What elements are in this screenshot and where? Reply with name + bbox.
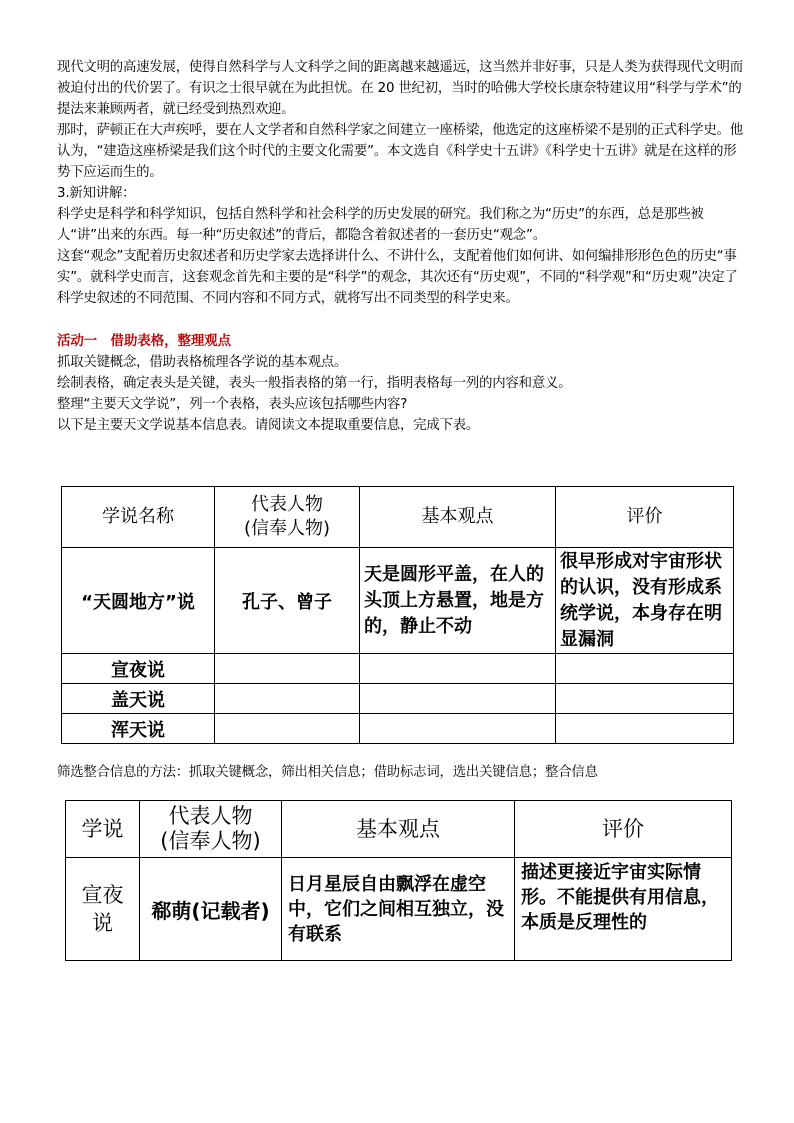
header-representative-line1: 代表人物 <box>251 494 323 515</box>
instruction-line-1: 抓取关键概念，借助表格梳理各学说的基本观点。 <box>57 355 348 370</box>
table-header-row <box>66 801 732 858</box>
representative-cell: 郗萌(记载者) <box>140 858 282 961</box>
astronomy-theories-table <box>61 486 734 744</box>
table-row <box>62 654 734 684</box>
header-theory: 学说 <box>66 801 140 858</box>
header-basic-view: 基本观点 <box>282 801 515 858</box>
theory-name-line2: 说 <box>92 911 113 935</box>
evaluation-cell: 很早形成对宇宙形状的认识，没有形成系统学说，本身存在明显漏洞 <box>556 548 734 654</box>
basic-view-cell[interactable] <box>360 684 556 714</box>
document-body <box>57 57 747 436</box>
paragraph-1: 现代文明的高速发展，使得自然科学与人文科学之间的距离越来越遥远，这当然并非好事，只是人类为获得现代文明而被迫付出的代价罢了。有识之士很早就在为此担忧。在 20 世纪初，当时的哈佛大学校长康奈特建议用“科学与学术”的提法来兼顾两者，就已经受到热烈欢迎。 <box>57 60 743 117</box>
basic-view-cell[interactable] <box>360 654 556 684</box>
header-evaluation: 评价 <box>515 801 732 858</box>
header-evaluation: 评价 <box>556 487 734 548</box>
basic-view-cell[interactable] <box>360 714 556 744</box>
instruction-line-3: 整理“主要天文学说”，列一个表格，表头应该包括哪些内容? <box>57 397 408 412</box>
xuanye-theory-table <box>65 800 732 961</box>
paragraph-4: 这套“观念”支配着历史叙述者和历史学家去选择讲什么、不讲什么，支配着他们如何讲、如何编排形形色色的历史“事实”。就科学史而言，这套观念首先和主要的是“科学”的观念，其次还有“历史观”，不同的“科学观”和“历史观”决定了科学史叙述的不同范围、不同内容和不同方式，就将写出不同类型的科学史来。 <box>57 249 738 306</box>
representative-cell: 孔子、曾子 <box>215 548 360 654</box>
theory-name: 浑天说 <box>62 714 215 744</box>
header-representative <box>140 801 282 858</box>
paragraph-3: 科学史是科学和科学知识，包括自然科学和社会科学的历史发展的研究。我们称之为“历史”的东西，总是那些被人“讲”出来的东西。每一种“历史叙述”的背后，都隐含着叙述者的一套历史“观念”。 <box>57 207 704 243</box>
evaluation-cell[interactable] <box>556 654 734 684</box>
basic-view-cell: 日月星辰自由飘浮在虚空中，它们之间相互独立，没有联系 <box>282 858 515 961</box>
representative-cell[interactable] <box>215 714 360 744</box>
header-representative-line1: 代表人物 <box>168 804 253 828</box>
representative-cell[interactable] <box>215 684 360 714</box>
table-row <box>62 714 734 744</box>
table-row <box>62 684 734 714</box>
evaluation-cell[interactable] <box>556 714 734 744</box>
theory-name: 盖天说 <box>62 684 215 714</box>
activity-instructions <box>57 352 747 436</box>
instruction-line-4: 以下是主要天文学说基本信息表。请阅读文本提取重要信息，完成下表。 <box>57 418 480 433</box>
header-representative <box>215 487 360 548</box>
activity-title: 活动一 借助表格，整理观点 <box>57 334 232 349</box>
header-representative-line2: (信奉人物) <box>160 829 261 853</box>
header-theory-name: 学说名称 <box>62 487 215 548</box>
section-heading-new-knowledge: 3.新知讲解： <box>57 186 136 201</box>
instruction-line-2: 绘制表格，确定表头是关键，表头一般指表格的第一行，指明表格每一列的内容和意义。 <box>57 376 572 391</box>
representative-cell[interactable] <box>215 654 360 684</box>
intro-paragraphs <box>57 57 747 309</box>
table-row <box>62 548 734 654</box>
table-header-row <box>62 487 734 548</box>
method-note: 筛选整合信息的方法：抓取关键概念，筛出相关信息；借助标志词，选出关键信息；整合信息 <box>57 765 598 780</box>
evaluation-cell[interactable] <box>556 684 734 714</box>
theory-name: 宣夜说 <box>62 654 215 684</box>
header-representative-line2: (信奉人物) <box>243 518 331 539</box>
theory-name <box>66 858 140 961</box>
paragraph-2: 那时，萨顿正在大声疾呼，要在人文学者和自然科学家之间建立一座桥梁，他选定的这座桥梁不是别的正式科学史。他认为，“建造这座桥梁是我们这个时代的主要文化需要”。本文选自《科学史十五讲》《科学史十五讲》就是在这样的形势下应运而生的。 <box>57 123 743 180</box>
header-basic-view: 基本观点 <box>360 487 556 548</box>
basic-view-cell: 天是圆形平盖，在人的头顶上方悬置，地是方的，静止不动 <box>360 548 556 654</box>
theory-name-line1: 宣夜 <box>81 883 124 907</box>
theory-name: “天圆地方”说 <box>62 548 215 654</box>
table-row <box>66 858 732 961</box>
evaluation-cell: 描述更接近宇宙实际情形。不能提供有用信息，本质是反理性的 <box>515 858 732 961</box>
